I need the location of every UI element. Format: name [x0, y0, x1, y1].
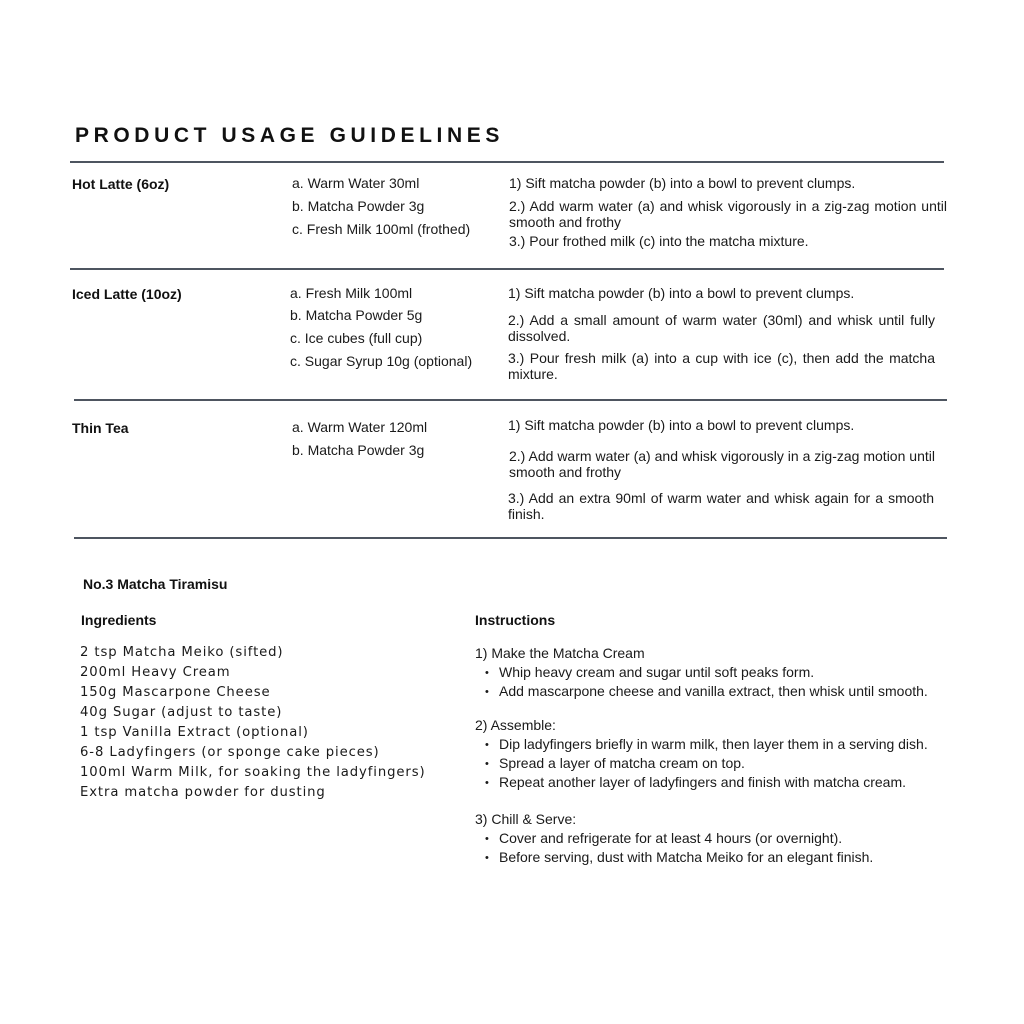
- ingredient-item: a. Warm Water 30ml: [292, 175, 420, 191]
- product-step: 2.) Add warm water (a) and whisk vigorously in a zig-zag motion until smooth and frothy: [509, 448, 935, 480]
- instructions-heading: Instructions: [475, 612, 556, 628]
- recipe-ingredients-list: [80, 643, 460, 803]
- ingredient-item: a. Fresh Milk 100ml: [290, 285, 413, 301]
- product-name: Iced Latte (10oz): [72, 286, 182, 302]
- instruction-step-heading: 1) Make the Matcha Cream: [475, 645, 645, 661]
- product-name: Thin Tea: [72, 420, 129, 436]
- page-title: PRODUCT USAGE GUIDELINES: [75, 124, 504, 147]
- instruction-step-heading: 3) Chill & Serve:: [475, 811, 577, 827]
- ingredients-heading: Ingredients: [81, 612, 157, 628]
- product-step: 2.) Add a small amount of warm water (30ml) and whisk until fully dissolved.: [508, 312, 935, 344]
- divider: [74, 537, 947, 539]
- ingredient-item: b. Matcha Powder 3g: [292, 198, 425, 214]
- divider: [70, 161, 944, 163]
- product-name: Hot Latte (6oz): [72, 176, 170, 192]
- instruction-bullet: • Cover and refrigerate for at least 4 hours (or overnight).: [475, 829, 995, 848]
- product-ingredients: [292, 172, 492, 241]
- instruction-bullet: • Spread a layer of matcha cream on top.: [475, 754, 995, 773]
- product-step: 3.) Add an extra 90ml of warm water and whisk again for a smooth finish.: [508, 490, 934, 522]
- ingredient-item: c. Ice cubes (full cup): [290, 330, 423, 346]
- product-step: 1) Sift matcha powder (b) into a bowl to prevent clumps.: [508, 417, 855, 433]
- ingredient-item: b. Matcha Powder 3g: [292, 442, 425, 458]
- recipe-title: No.3 Matcha Tiramisu: [83, 576, 228, 592]
- instruction-group: [475, 645, 995, 701]
- instruction-bullet: • Dip ladyfingers briefly in warm milk, then layer them in a serving dish.: [475, 735, 995, 754]
- product-ingredients: [292, 416, 492, 462]
- instruction-bullet: • Add mascarpone cheese and vanilla extract, then whisk until smooth.: [475, 682, 995, 701]
- ingredient-item: c. Sugar Syrup 10g (optional): [290, 353, 473, 369]
- instruction-group: [475, 811, 995, 867]
- product-step: 1) Sift matcha powder (b) into a bowl to prevent clumps.: [508, 285, 855, 301]
- recipe-ingredient: 200ml Heavy Cream: [80, 665, 231, 680]
- recipe-ingredient: 2 tsp Matcha Meiko (sifted): [80, 645, 284, 660]
- product-step: 1) Sift matcha powder (b) into a bowl to prevent clumps.: [509, 175, 856, 191]
- instruction-bullet: • Before serving, dust with Matcha Meiko for an elegant finish.: [475, 848, 995, 867]
- recipe-ingredient: Extra matcha powder for dusting: [80, 785, 326, 800]
- instruction-group: [475, 717, 995, 792]
- ingredient-item: c. Fresh Milk 100ml (frothed): [292, 221, 471, 237]
- product-step: 3.) Pour frothed milk (c) into the matcha mixture.: [509, 233, 809, 249]
- product-ingredients: [290, 282, 490, 373]
- ingredient-item: b. Matcha Powder 5g: [290, 307, 423, 323]
- recipe-ingredient: 6-8 Ladyfingers (or sponge cake pieces): [80, 745, 380, 760]
- instruction-bullet: • Whip heavy cream and sugar until soft peaks form.: [475, 663, 995, 682]
- ingredient-item: a. Warm Water 120ml: [292, 419, 428, 435]
- divider: [74, 399, 947, 401]
- divider: [70, 268, 944, 270]
- product-step: 2.) Add warm water (a) and whisk vigorously in a zig-zag motion until smooth and frothy: [509, 198, 947, 230]
- recipe-ingredient: 100ml Warm Milk, for soaking the ladyfingers): [80, 765, 426, 780]
- product-step: 3.) Pour fresh milk (a) into a cup with ice (c), then add the matcha mixture.: [508, 350, 935, 382]
- instruction-bullet: • Repeat another layer of ladyfingers and finish with matcha cream.: [475, 773, 995, 792]
- recipe-ingredient: 1 tsp Vanilla Extract (optional): [80, 725, 309, 740]
- instruction-step-heading: 2) Assemble:: [475, 717, 556, 733]
- recipe-ingredient: 40g Sugar (adjust to taste): [80, 705, 283, 720]
- recipe-ingredient: 150g Mascarpone Cheese: [80, 685, 271, 700]
